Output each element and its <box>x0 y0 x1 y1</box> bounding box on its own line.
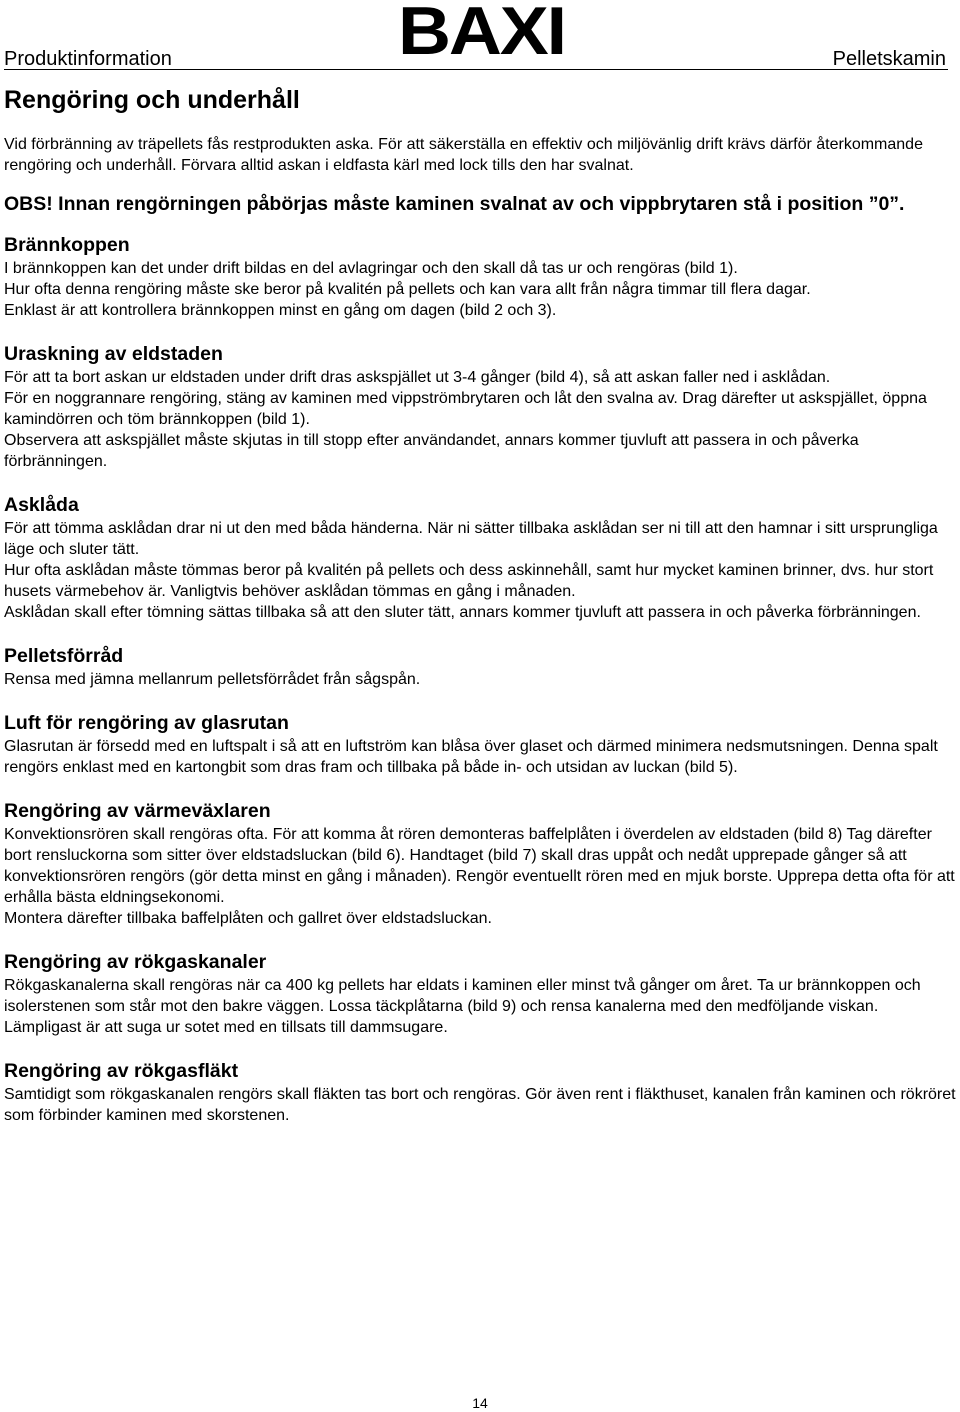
section <box>4 710 956 778</box>
section-paragraph: Rensa med jämna mellanrum pelletsförrådet från sågspån. <box>4 671 421 688</box>
section-paragraph: Konvektionsrören skall rengöras ofta. För att komma åt rören demonteras baffelplåten i överdelen av eldstaden (bild 8) Tag därefter bort rensluckorna som sitter över eldstadsluckan (bild 6). Handtaget (bild 7) skall dras uppåt och nedåt upprepade gånger så att konvektionsrören rengörs (gör detta minst en gång i månaden). Rengör eventuellt rören med en mjuk borste. Upprepa detta ofta för att erhålla bästa eldningsekonomi. <box>4 826 955 906</box>
section-heading: Rengöring av värmeväxlaren <box>4 800 271 822</box>
section-paragraph: Rökgaskanalerna skall rengöras när ca 400 kg pellets har eldats i kaminen eller minst två gånger om året. Ta ur brännkoppen och isolerstenen som står mot den bakre väggen. Lossa täckplåtarna (bild 9) och rensa kanalerna med den medföljande viskan. Lämpligast är att suga ur sotet med en tillsats till dammsugare. <box>4 977 921 1036</box>
section-paragraph: För att ta bort askan ur eldstaden under drift dras askspjället ut 3-4 gånger (bild 4), så att askan faller ned i asklådan. <box>4 369 831 386</box>
sections-container <box>4 232 956 1126</box>
section <box>4 949 956 1038</box>
section-heading: Luft för rengöring av glasrutan <box>4 712 289 734</box>
logo-wordmark: BAXI <box>398 0 565 69</box>
section-paragraph: Hur ofta asklådan måste tömmas beror på kvalitén på pellets och dess askinnehåll, samt hur mycket kaminen brinner, dvs. hur stort husets värmebehov är. Vanligtvis behöver asklådan tömmas en gång i månaden. <box>4 562 934 600</box>
section-heading: Rengöring av rökgaskanaler <box>4 951 267 973</box>
section-paragraph: Hur ofta denna rengöring måste ske beror på kvalitén på pellets och kan vara allt från några timmar till flera dagar. <box>4 281 811 298</box>
section <box>4 798 956 929</box>
section-paragraph: Asklådan skall efter tömning sättas tillbaka så att den sluter tätt, annars kommer tjuvluft att passera in och påverka förbränningen. <box>4 604 921 621</box>
page-title: Rengöring och underhåll <box>4 86 300 114</box>
header-left-label: Produktinformation <box>4 48 172 70</box>
page-header <box>0 0 960 72</box>
section-heading: Rengöring av rökgasfläkt <box>4 1060 239 1082</box>
section <box>4 232 956 321</box>
section-paragraph: För att tömma asklådan drar ni ut den med båda händerna. När ni sätter tillbaka asklådan ser ni till att den hamnar i sitt ursprungliga läge och sluter tätt. <box>4 520 938 558</box>
section <box>4 1058 956 1126</box>
baxi-logo <box>398 0 588 69</box>
warning-note: OBS! Innan rengörningen påbörjas måste kaminen svalnat av och vippbrytaren stå i position ”0”. <box>4 193 905 215</box>
header-right-label: Pelletskamin <box>832 48 946 70</box>
section-paragraph: Enklast är att kontrollera brännkoppen minst en gång om dagen (bild 2 och 3). <box>4 302 557 319</box>
section-heading: Uraskning av eldstaden <box>4 343 223 365</box>
section <box>4 492 956 623</box>
section-heading: Brännkoppen <box>4 234 130 256</box>
section-heading: Asklåda <box>4 494 79 516</box>
section <box>4 341 956 472</box>
section-heading: Pelletsförråd <box>4 645 124 667</box>
section <box>4 643 956 690</box>
section-paragraph: Montera därefter tillbaka baffelplåten och gallret över eldstadsluckan. <box>4 910 492 927</box>
section-paragraph: Samtidigt som rökgaskanalen rengörs skall fläkten tas bort och rengöras. Gör även rent i fläkthuset, kanalen från kaminen och rökröret som förbinder kaminen med skorstenen. <box>4 1086 956 1124</box>
page-number: 14 <box>472 1395 488 1411</box>
section-paragraph: Glasrutan är försedd med en luftspalt i så att en luftström kan blåsa över glaset och därmed minimera nedsmutsningen. Denna spalt rengörs enklast med en kartongbit som dras fram och tillbaka på både in- och utsidan av luckan (bild 5). <box>4 738 938 776</box>
section-paragraph: Observera att askspjället måste skjutas in till stopp efter användandet, annars kommer tjuvluft att passera in och påverka förbränningen. <box>4 432 859 470</box>
document-body <box>4 84 956 1146</box>
header-divider <box>4 69 948 70</box>
section-paragraph: För en noggrannare rengöring, stäng av kaminen med vippströmbrytaren och låt den svalna av. Drag därefter ut askspjället, öppna kamindörren och töm brännkoppen (bild 1). <box>4 390 927 428</box>
section-paragraph: I brännkoppen kan det under drift bildas en del avlagringar och den skall då tas ur och rengöras (bild 1). <box>4 260 738 277</box>
intro-paragraph: Vid förbränning av träpellets fås restprodukten aska. För att säkerställa en effektiv och miljövänlig drift krävs därför återkommande rengöring och underhåll. Förvara alltid askan i eldfasta kärl med lock tills den har svalnat. <box>4 136 923 174</box>
